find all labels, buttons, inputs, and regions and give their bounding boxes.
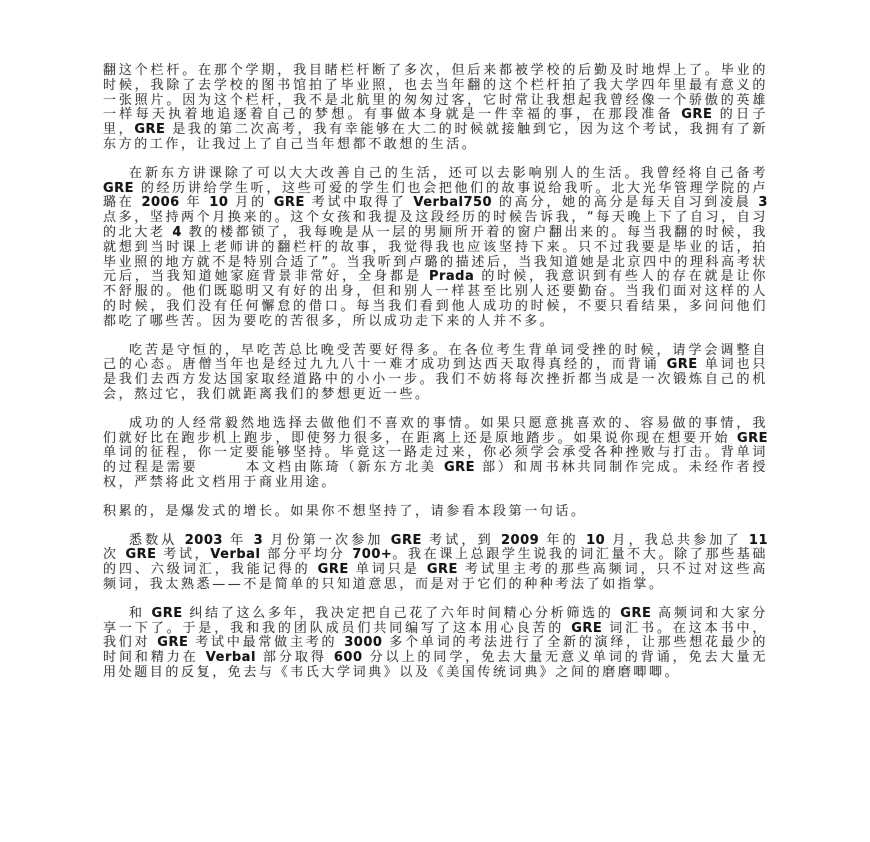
text-run: 和	[129, 605, 152, 621]
text-run: 。我在课上总跟学生说我的词汇量不大。除了那些基础的四、六级词汇，我能记得的	[103, 547, 769, 578]
text-run: 考试，到	[421, 532, 502, 548]
bold-text-run: GRE	[134, 122, 166, 138]
paragraph	[103, 534, 768, 593]
bold-text-run: GRE	[620, 605, 652, 621]
text-run: 点多，坚持两个月换来的。这个女孩和我提及这段经历的时候告诉我，“每天晚上下了自习，自习的北大老	[103, 210, 768, 240]
bold-text-run: 2003	[184, 532, 223, 548]
text-run: 部分取得	[255, 650, 334, 666]
text-run: 年	[222, 532, 254, 548]
text-run: 考试中最常做主考的	[188, 635, 345, 651]
text-run: 年的	[539, 532, 587, 548]
text-run: 次	[103, 547, 126, 563]
text-run: 教的楼都锁了，我每晚是从一层的男厕所开着的窗户翻出来的。每当我翻的时候，我就想到当时课上老师讲的翻栏杆的故事，我觉得我也应该坚持下来。只不过我要是毕业的话，拍毕业照的地方就不是特别合适了”。当我听到卢璐的描述后，当我知道她是北京四中的理科高考状元后，当我知道她家庭背景非常好，全身都是	[103, 224, 768, 285]
bold-text-run: GRE	[103, 180, 135, 196]
bold-text-run: GRE	[681, 107, 713, 123]
paragraph	[103, 64, 768, 153]
bold-text-run: Verbal	[205, 650, 256, 666]
bold-text-run: Verbal	[210, 547, 261, 563]
bold-text-run: GRE	[390, 532, 422, 548]
bold-text-run: 2006	[141, 195, 180, 211]
text-run: 单词只是	[348, 562, 427, 578]
bold-text-run: GRE	[571, 620, 603, 636]
bold-text-run: GRE	[426, 562, 458, 578]
text-run: 考试，	[156, 547, 211, 563]
text-run: 在新东方讲课除了可以大大改善自己的生活，还可以去影响别人的生活。我曾经将自己备考	[129, 165, 768, 181]
text-run: 的高分，她的高分是每天自习到凌晨	[492, 195, 759, 211]
text-run: 单词的征程，你一定要能够坚持。毕竟这一路走过来，你必须学会承受各种挫败与打击。背单词的过程是需要 本文档由陈琦（新东方北美	[103, 445, 768, 476]
text-run: 吃苦是守恒的，早吃苦总比晚受苦要好得多。在各位考生背单词受挫的时候，请学会调整自己的心态。唐僧当年也是经过九九八十一难才成功到达西天取得真经的，而背诵	[103, 342, 768, 373]
paragraph	[103, 344, 768, 403]
text-run: 年	[179, 195, 210, 211]
paragraph	[103, 505, 768, 520]
bold-text-run: 700+	[352, 547, 393, 563]
bold-text-run: 3	[253, 532, 264, 548]
bold-text-run: 10	[586, 532, 606, 548]
text-run: 翻这个栏杆。在那个学期，我目睹栏杆断了多次，但后来都被学校的后勤及时地焊上了。毕业的时候，我除了去学校的图书馆拍了毕业照，也去当年翻的这个栏杆拍了我大学四年里最有意义的一张照片。因为这个栏杆，我不是北航里的匆匆过客，它时常让我想起我曾经像一个骄傲的英雄一样每天执着地追逐着自己的梦想。有事做本身就是一件幸福的事，在那段准备	[103, 63, 768, 123]
bold-text-run: GRE	[273, 195, 305, 211]
bold-text-run: Prada	[428, 269, 475, 285]
text-run: 纠结了这么多年，我决定把自己花了六年时间精心分析筛选的	[182, 605, 621, 621]
text-run: 的时候，我意识到有些人的存在就是让你不舒服的。他们既聪明又有好的出身，但和别人一样甚至比别人还要勤奋。当我们面对这样的人的时候，我们没有任何懈怠的借口。每当我们看到他人成功的时候，不要只看结果，多问问他们都吃了哪些苦。因为要吃的苦很多，所以成功走下来的人并不多。	[103, 269, 768, 329]
text-run: 分以上的同学，免去大量无意义单词的背诵，免去大量无用处题目的反复，免去与《韦氏大学词典》以及《美国传统词典》之间的磨磨唧唧。	[103, 650, 768, 680]
text-run: 单词也只是我们去西方发达国家取经道路中的小小一步。我们不妨将每次挫折都当成是一次锻炼自己的机会，熬过它，我们就距离我们的梦想更近一些。	[103, 357, 768, 402]
text-run: 词汇书。在这本书中，我们对	[103, 620, 768, 651]
text-run: 多个单词的考法进行了全新的演绎，让那些想花最少的时间和精力在	[103, 635, 768, 666]
bold-text-run: Verbal750	[413, 195, 493, 211]
bold-text-run: 3000	[344, 635, 383, 651]
text-run: 的日子里，	[103, 107, 768, 138]
text-run: 成功的人经常毅然地选择去做他们不喜欢的事情。如果只愿意挑喜欢的、容易做的事情，我们就好比在跑步机上跑步，即使努力很多，在距离上还是原地踏步。如果说你现在想要开始	[103, 415, 768, 446]
bold-text-run: GRE	[736, 430, 768, 446]
bold-text-run: 11	[748, 532, 768, 548]
text-run: 高频词和大家分享一下了。于是，我和我的团队成员们共同编写了这本用心良苦的	[103, 605, 768, 636]
text-run: 月，我总共参加了	[605, 532, 749, 548]
text-run: 的经历讲给学生听，这些可爱的学生们也会把他们的故事说给我听。北大光华管理学院的卢璐在	[103, 180, 768, 211]
bold-text-run: GRE	[157, 635, 189, 651]
text-run: 考试中取得了	[304, 195, 414, 211]
document-body	[103, 64, 768, 681]
text-run: 部分平均分	[260, 547, 353, 563]
bold-text-run: 4	[172, 224, 182, 240]
paragraph	[103, 417, 768, 491]
bold-text-run: 600	[333, 650, 363, 666]
text-run: 月份第一次参加	[263, 532, 391, 548]
text-run: 积累的，是爆发式的增长。如果你不想坚持了，请参看本段第一句话。	[103, 503, 587, 519]
bold-text-run: GRE	[151, 605, 183, 621]
paragraph	[103, 167, 768, 330]
bold-text-run: 10	[209, 195, 229, 211]
text-run: 部）和周书林共同制作完成。未经作者授权，严禁将此文档用于商业用途。	[103, 460, 768, 490]
paragraph	[103, 607, 768, 681]
bold-text-run: GRE	[317, 562, 349, 578]
bold-text-run: 3	[758, 195, 768, 211]
bold-text-run: 2009	[501, 532, 540, 548]
text-run: 考试里主考的那些高频词，只不过对这些高频词，我太熟悉——不是简单的只知道意思，而是对于它们的种种考法了如指掌。	[103, 562, 768, 592]
text-run: 月的	[228, 195, 274, 211]
bold-text-run: GRE	[125, 547, 157, 563]
bold-text-run: GRE	[443, 460, 476, 476]
bold-text-run: GRE	[666, 357, 698, 373]
text-run: 是我的第二次高考，我有幸能够在大二的时候就接触到它，因为这个考试，我拥有了新东方的工作，让我过上了自己当年想都不敢想的生活。	[103, 122, 768, 152]
text-run: 悉数从	[129, 532, 185, 548]
